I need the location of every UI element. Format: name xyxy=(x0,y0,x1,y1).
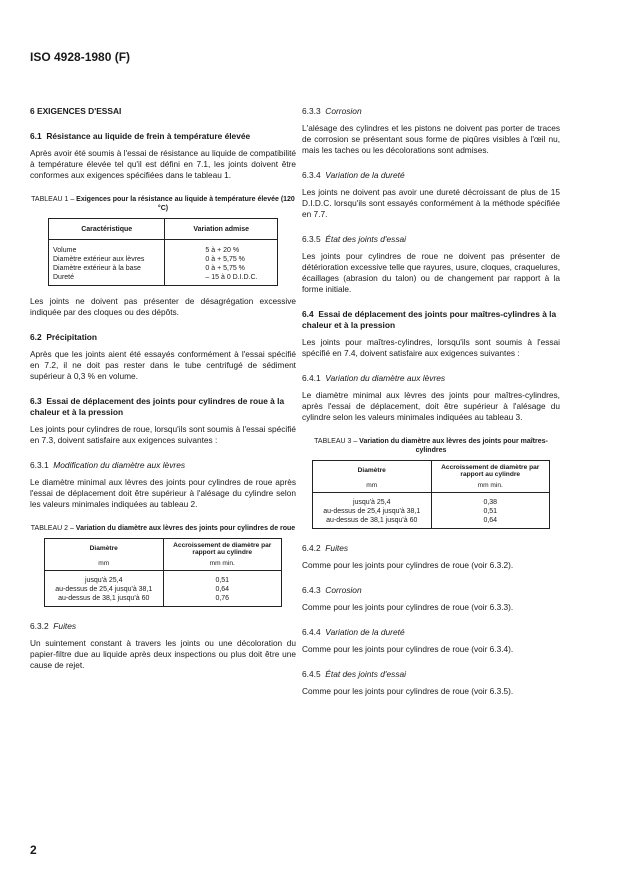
section-6-4-1-heading xyxy=(302,373,560,384)
document-id: ISO 4928-1980 (F) xyxy=(30,50,131,64)
section-6-3-3-heading xyxy=(302,106,560,117)
section-number: 6.4.2 xyxy=(302,543,321,553)
table-header xyxy=(431,461,550,493)
section-number: 6.4.3 xyxy=(302,585,321,595)
section-number: 6.2 xyxy=(30,332,42,342)
table-cell: 0,51 xyxy=(163,571,282,586)
table-cell: au-dessus de 25,4 jusqu'à 38,1 xyxy=(45,585,164,594)
header-label: Accroissement de diamètre par rapport au cylindre xyxy=(441,464,540,478)
section-6-4-2-text: Comme pour les joints pour cylindres de roue (voir 6.3.2). xyxy=(302,560,514,570)
section-6-1-text: Après avoir été soumis à l'essai de résistance au liquide de compatibilité à température élevée tel qu'il est défini en 7.1, les joints doivent être conformes aux exigences spécifiées dans le tableau 1. xyxy=(30,148,296,180)
left-column xyxy=(30,106,296,685)
table-2-caption xyxy=(30,524,296,533)
section-6-1-heading xyxy=(30,131,296,142)
section-6-4-text: Les joints pour maîtres-cylindres, lorsqu'ils sont soumis à l'essai spécifié en 7.4, doivent satisfaire aux exigences suivantes : xyxy=(302,337,560,358)
section-number: 6.3.1 xyxy=(30,460,49,470)
header-unit: mm min. xyxy=(477,482,503,489)
section-title: Variation de la dureté xyxy=(325,170,405,180)
section-number: 6.3.3 xyxy=(302,106,321,116)
table-cell: jusqu'à 25,4 xyxy=(313,493,432,508)
section-number: 6.4.5 xyxy=(302,669,321,679)
section-title: Précipitation xyxy=(46,332,98,342)
table-cell: au-dessus de 38,1 jusqu'à 60 xyxy=(45,594,164,607)
section-6-4-4-heading xyxy=(302,627,560,638)
section-number: 6.3.5 xyxy=(302,234,321,244)
caption-prefix: TABLEAU 3 – xyxy=(314,438,358,445)
section-6-4-4-text: Comme pour les joints pour cylindres de roue (voir 6.3.4). xyxy=(302,644,514,654)
section-6-4-heading xyxy=(302,309,560,331)
header-label: Accroissement de diamètre par rapport au cylindre xyxy=(173,542,272,556)
table-header: Caractéristique xyxy=(49,219,165,240)
section-6-3-4-heading xyxy=(302,170,560,181)
section-6-4-3-heading xyxy=(302,585,560,596)
section-title: Fuites xyxy=(53,621,77,631)
table-1 xyxy=(48,218,278,286)
table-header xyxy=(45,539,164,571)
section-title: Essai de déplacement des joints pour cylindres de roue à la chaleur et à la pression xyxy=(30,396,285,417)
table-cell: au-dessus de 38,1 jusqu'à 60 xyxy=(313,516,432,529)
section-6-2-text: Après que les joints aient été essayés conformément à l'essai spécifié en 7.2, il ne doit pas rester dans le tube centrifugé de sédiment supérieur à 0,3 % en volume. xyxy=(30,349,296,381)
table-cell: 0,38 xyxy=(431,493,550,508)
table-header: Variation admise xyxy=(165,219,278,240)
header-label: Diamètre xyxy=(357,467,386,474)
table-cell: Volume xyxy=(49,240,165,256)
section-6-4-5-text: Comme pour les joints pour cylindres de roue (voir 6.3.5). xyxy=(302,686,514,696)
section-title: Modification du diamètre aux lèvres xyxy=(53,460,186,470)
table-cell: 0,51 xyxy=(431,507,550,516)
section-title: État des joints d'essai xyxy=(325,669,407,679)
section-title: Fuites xyxy=(325,543,349,553)
section-6-4-3-text: Comme pour les joints pour cylindres de roue (voir 6.3.3). xyxy=(302,602,514,612)
section-6-3-text: Les joints pour cylindres de roue, lorsqu'ils sont soumis à l'essai spécifié en 7.3, doivent satisfaire aux exigences suivantes : xyxy=(30,424,296,445)
table-cell: 0,64 xyxy=(431,516,550,529)
section-6-3-5-text: Les joints pour cylindres de roue ne doivent pas présenter de détérioration excessive telle que rayures, usure, cloques, craquelures, écaillages (abrasion du talon) ou de changement par rapport à la forme initiale. xyxy=(302,251,560,294)
caption-text: Exigences pour la résistance au liquide à température élevée (120 °C) xyxy=(76,196,295,212)
section-title: Variation de la dureté xyxy=(325,627,405,637)
caption-text: Variation du diamètre aux lèvres des joints pour cylindres de roue xyxy=(75,525,296,532)
right-column xyxy=(302,106,560,711)
section-6-2-heading xyxy=(30,332,296,343)
section-number: 6.3.4 xyxy=(302,170,321,180)
table-3-caption xyxy=(302,437,560,455)
section-title: Résistance au liquide de frein à température élevée xyxy=(46,131,251,141)
section-number: 6.3.2 xyxy=(30,621,49,631)
table-2 xyxy=(44,538,282,607)
header-unit: mm min. xyxy=(209,560,235,567)
header-unit: mm xyxy=(98,560,110,567)
section-6-3-4-text: Les joints ne doivent pas avoir une dureté décroissant de plus de 15 D.I.D.C. lorsqu'ils sont essayés conformément à la méthode spécifiée en 7.7. xyxy=(302,187,560,219)
section-title: Corrosion xyxy=(325,106,362,116)
section-6-3-3-text: L'alésage des cylindres et les pistons ne doivent pas porter de traces de corrosion se présentant sous forme de piqûres visibles à l'œil nu, mais les taches ou les décolorations sont admises. xyxy=(302,123,560,155)
section-title: Essai de déplacement des joints pour maîtres-cylindres à la chaleur et à la pression xyxy=(302,309,557,330)
table-cell: 0 à + 5,75 % xyxy=(205,256,245,263)
caption-prefix: TABLEAU 1 – xyxy=(31,196,75,203)
table-cell: 0,64 xyxy=(163,585,282,594)
section-6-4-1-text: Le diamètre minimal aux lèvres des joints pour maîtres-cylindres, après l'essai de déplacement, doit être supérieur à l'alésage du cylindre selon les valeurs minimales indiquées au tableau 3. xyxy=(302,390,560,422)
table-cell: Diamètre extérieur à la base xyxy=(49,264,165,273)
section-6-4-2-heading xyxy=(302,543,560,554)
table-cell: 5 à + 20 % xyxy=(205,247,240,254)
table-header xyxy=(163,539,282,571)
page-number: 2 xyxy=(30,843,37,857)
table-cell: jusqu'à 25,4 xyxy=(45,571,164,586)
section-number: 6.4 xyxy=(302,309,314,319)
header-unit: mm xyxy=(366,482,378,489)
table-cell: Diamètre extérieur aux lèvres xyxy=(49,255,165,264)
section-6-3-5-heading xyxy=(302,234,560,245)
section-6-3-heading xyxy=(30,396,296,418)
table-3 xyxy=(312,460,550,529)
table-cell: 0 à + 5,75 % xyxy=(205,265,245,272)
section-6-title: 6 EXIGENCES D'ESSAI xyxy=(30,106,122,116)
section-title: Variation du diamètre aux lèvres xyxy=(325,373,446,383)
section-number: 6.4.4 xyxy=(302,627,321,637)
table-1-note: Les joints ne doivent pas présenter de désagrégation excessive indiquée par des cloques ou des dépôts. xyxy=(30,296,296,317)
section-6-4-5-heading xyxy=(302,669,560,680)
table-cell: – 15 à 0 D.I.D.C. xyxy=(205,274,258,281)
section-title: État des joints d'essai xyxy=(325,234,407,244)
table-cell: 0,76 xyxy=(163,594,282,607)
table-1-caption xyxy=(30,195,296,213)
section-number: 6.3 xyxy=(30,396,42,406)
section-6-3-2-text: Un suintement constant à travers les joints ou une décoloration du papier-filtre due au liquide après deux inspections ou plus doit être une cause de rejet. xyxy=(30,638,296,670)
section-6-3-1-text: Le diamètre minimal aux lèvres des joints pour cylindres de roue après l'essai de déplacement doit être supérieur à l'alésage du cylindre selon les valeurs minimales indiquées au tableau 2. xyxy=(30,477,296,509)
header-label: Diamètre xyxy=(89,545,118,552)
caption-text: Variation du diamètre aux lèvres des joints pour maîtres-cylindres xyxy=(359,438,548,454)
section-title: Corrosion xyxy=(325,585,362,595)
table-cell: au-dessus de 25,4 jusqu'à 38,1 xyxy=(313,507,432,516)
section-6-3-2-heading xyxy=(30,621,296,632)
table-cell: Dureté xyxy=(49,273,165,286)
section-number: 6.4.1 xyxy=(302,373,321,383)
table-header xyxy=(313,461,432,493)
caption-prefix: TABLEAU 2 – xyxy=(30,525,74,532)
section-6-3-1-heading xyxy=(30,460,296,471)
section-number: 6.1 xyxy=(30,131,42,141)
